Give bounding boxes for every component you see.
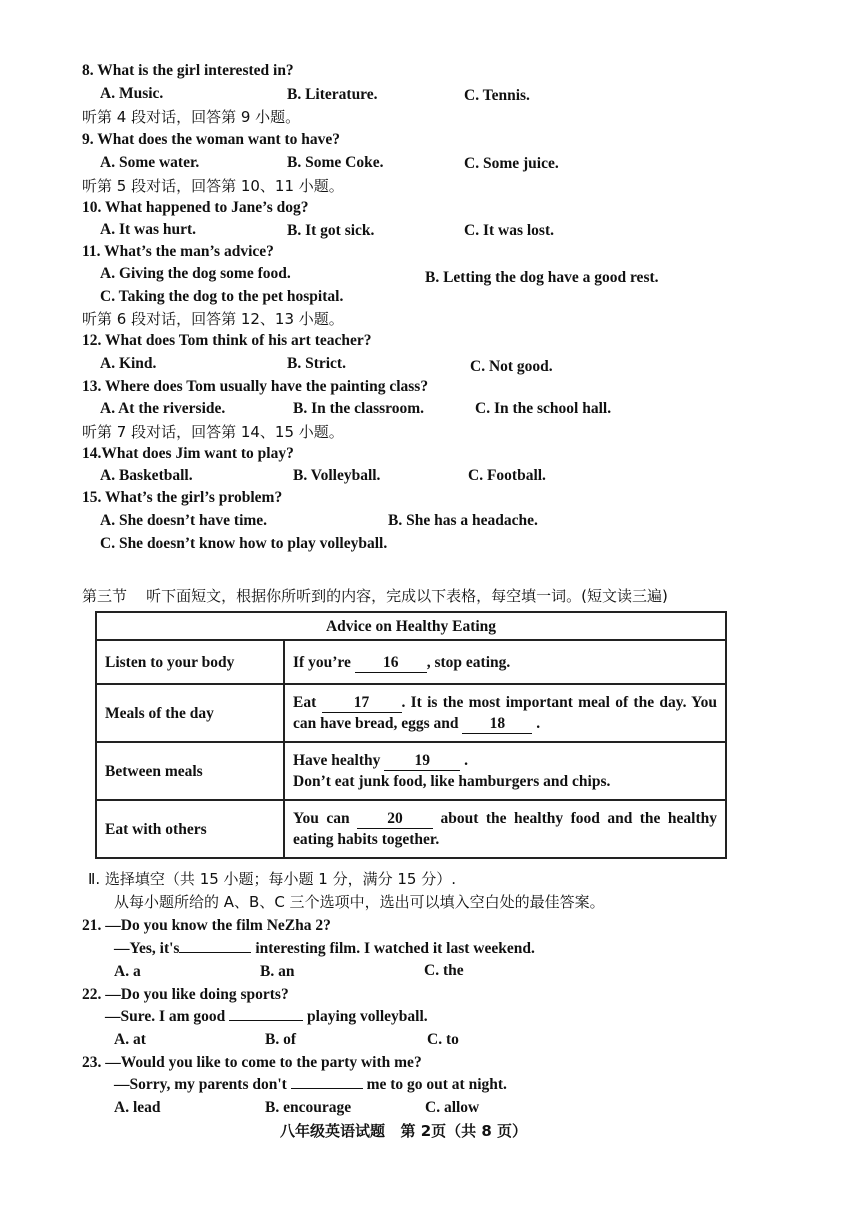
q12-option-b: B. Strict.	[287, 355, 346, 372]
q9-option-a: A. Some water.	[100, 154, 200, 171]
row-content: Eat 17 . It is the most important meal of the day. You can have bread, eggs and 18 .	[284, 684, 726, 742]
q9-option-c: C. Some juice.	[464, 155, 559, 172]
footer-title: 八年级英语试题	[280, 1122, 386, 1140]
mcq-21-option-c: C. the	[424, 962, 464, 979]
q10-option-a: A. It was hurt.	[100, 221, 197, 238]
table-row	[96, 800, 726, 858]
q14-option-c: C. Football.	[468, 467, 546, 484]
footer-page-number: 第 2页（共 8 页）	[400, 1122, 528, 1140]
table-row	[96, 742, 726, 800]
q8-option-a: A. Music.	[100, 85, 164, 102]
question-11: 11. What’s the man’s advice?	[82, 243, 274, 260]
question-8: 8. What is the girl interested in?	[82, 62, 294, 79]
blank-23	[291, 1088, 363, 1089]
q10-option-b: B. It got sick.	[287, 222, 375, 239]
row-content: You can 20 about the healthy food and the healthy eating habits together.	[284, 800, 726, 858]
q13-option-a: A. At the riverside.	[100, 400, 226, 417]
table-title: Advice on Healthy Eating	[96, 612, 726, 640]
q9-option-b: B. Some Coke.	[287, 154, 384, 171]
question-13: 13. Where does Tom usually have the painting class?	[82, 378, 429, 395]
section3-heading	[82, 586, 668, 606]
row-label: Eat with others	[96, 800, 284, 858]
mcq-21-option-a: A. a	[114, 963, 141, 980]
mcq-21-option-b: B. an	[260, 963, 295, 980]
mcq-23-option-b: B. encourage	[265, 1099, 352, 1116]
q8-option-b: B. Literature.	[287, 86, 378, 103]
q15-option-c: C. She doesn’t know how to play volleyball.	[100, 535, 388, 552]
blank-21	[179, 952, 251, 953]
q12-option-a: A. Kind.	[100, 355, 157, 372]
question-12: 12. What does Tom think of his art teacher?	[82, 332, 372, 349]
row-label: Between meals	[96, 742, 284, 800]
q14-option-b: B. Volleyball.	[293, 467, 381, 484]
mcq-22-option-b: B. of	[265, 1031, 296, 1048]
q12-option-c: C. Not good.	[470, 358, 553, 375]
question-15: 15. What’s the girl’s problem?	[82, 489, 283, 506]
q15-option-b: B. She has a headache.	[388, 512, 538, 529]
question-14: 14.What does Jim want to play?	[82, 445, 294, 462]
q11-option-c: C. Taking the dog to the pet hospital.	[100, 288, 344, 305]
q13-option-c: C. In the school hall.	[475, 400, 612, 417]
blank-17: 17	[322, 694, 402, 713]
mcq-22-option-c: C. to	[427, 1031, 459, 1048]
mcq-21: 21. —Do you know the film NeZha 2?	[82, 917, 331, 934]
advice-table	[95, 611, 727, 859]
instruction-seg4: 听第 4 段对话，回答第 9 小题。	[82, 108, 301, 126]
mcq-21-line2: —Yes, it's interesting film. I watched it last weekend.	[114, 940, 535, 957]
q11-option-a: A. Giving the dog some food.	[100, 265, 291, 282]
page-footer	[280, 1120, 527, 1141]
part2-subheading: 从每小题所给的 A、B、C 三个选项中，选出可以填入空白处的最佳答案。	[114, 893, 605, 911]
row-content: If you’re 16 , stop eating.	[284, 640, 726, 684]
row-label: Meals of the day	[96, 684, 284, 742]
q11-option-b: B. Letting the dog have a good rest.	[425, 269, 659, 286]
section3-text: 听下面短文，根据你所听到的内容，完成以下表格，每空填一词。(短文读三遍)	[146, 587, 668, 605]
blank-20: 20	[357, 810, 433, 829]
table-row	[96, 684, 726, 742]
instruction-seg7: 听第 7 段对话，回答第 14、15 小题。	[82, 423, 344, 441]
mcq-23-option-a: A. lead	[114, 1099, 161, 1116]
mcq-23-option-c: C. allow	[425, 1099, 480, 1116]
mcq-22: 22. —Do you like doing sports?	[82, 986, 289, 1003]
row-label: Listen to your body	[96, 640, 284, 684]
mcq-23-line2: —Sorry, my parents don't me to go out at night.	[114, 1076, 507, 1093]
q15-option-a: A. She doesn’t have time.	[100, 512, 268, 529]
mcq-23: 23. —Would you like to come to the party with me?	[82, 1054, 422, 1071]
blank-18: 18	[462, 715, 532, 734]
question-10: 10. What happened to Jane’s dog?	[82, 199, 309, 216]
section3-label: 第三节	[82, 587, 128, 605]
q14-option-a: A. Basketball.	[100, 467, 193, 484]
question-9: 9. What does the woman want to have?	[82, 131, 341, 148]
blank-16: 16	[355, 654, 427, 673]
q13-option-b: B. In the classroom.	[293, 400, 425, 417]
blank-19: 19	[384, 752, 460, 771]
row-content: Have healthy 19 . Don’t eat junk food, like hamburgers and chips.	[284, 742, 726, 800]
mcq-22-option-a: A. at	[114, 1031, 146, 1048]
q8-option-c: C. Tennis.	[464, 87, 530, 104]
part2-heading: Ⅱ. 选择填空（共 15 小题；每小题 1 分，满分 15 分）.	[88, 870, 457, 888]
mcq-22-line2: —Sure. I am good playing volleyball.	[105, 1008, 428, 1025]
instruction-seg6: 听第 6 段对话，回答第 12、13 小题。	[82, 310, 344, 328]
table-row	[96, 640, 726, 684]
q10-option-c: C. It was lost.	[464, 222, 554, 239]
instruction-seg5: 听第 5 段对话，回答第 10、11 小题。	[82, 177, 344, 195]
blank-22	[229, 1020, 303, 1021]
